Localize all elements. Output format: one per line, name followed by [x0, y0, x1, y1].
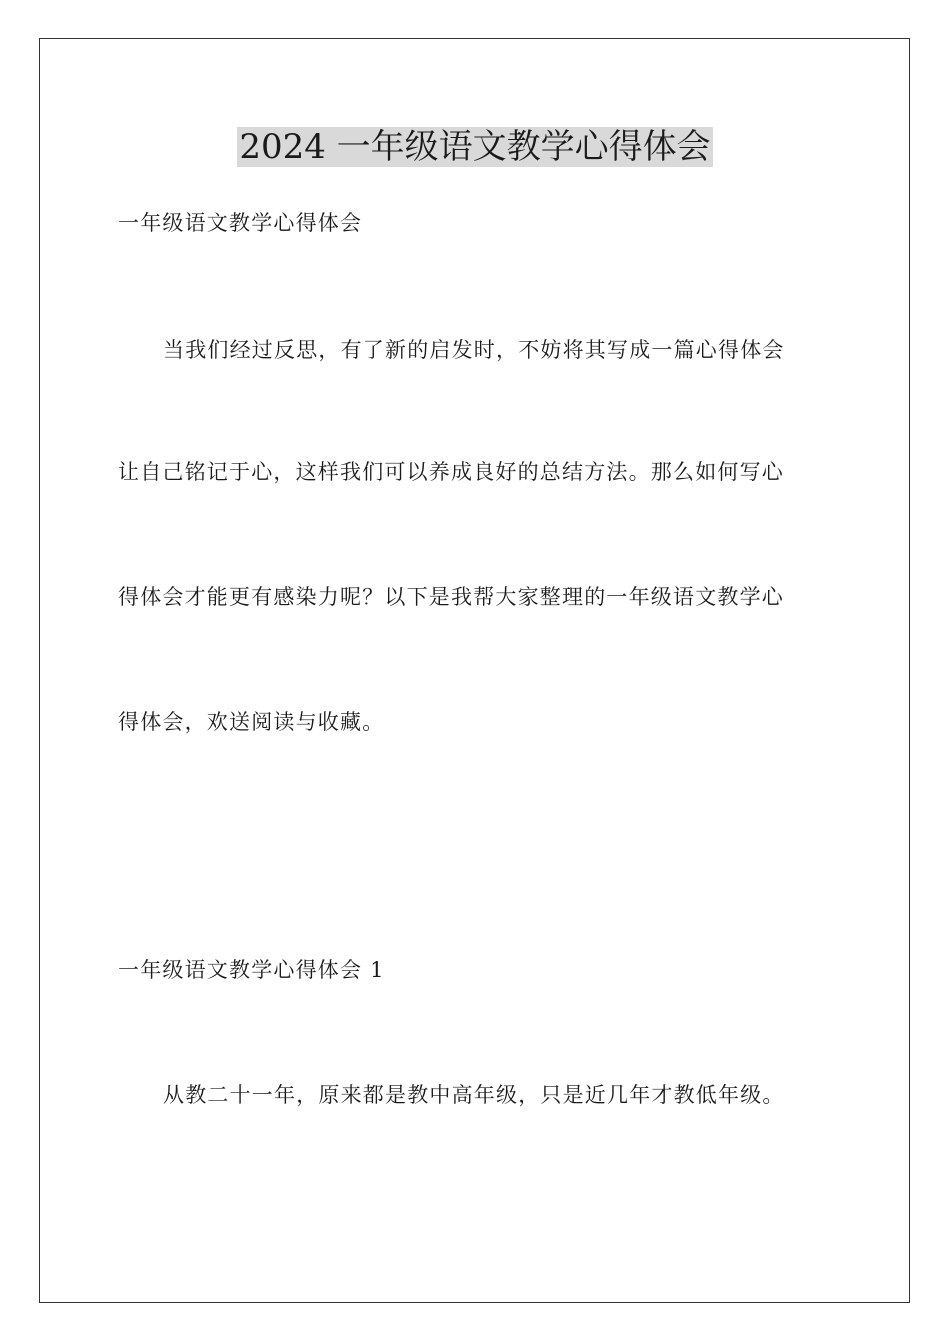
intro-line-3: 得体会才能更有感染力呢？以下是我帮大家整理的一年级语文教学心 — [118, 585, 784, 609]
intro-line-1: 当我们经过反思，有了新的启发时，不妨将其写成一篇心得体会 — [163, 338, 785, 362]
intro-line-4: 得体会，欢送阅读与收藏。 — [118, 710, 385, 734]
intro-line-2: 让自己铭记于心，这样我们可以养成良好的总结方法。那么如何写心 — [118, 460, 784, 484]
section-line-1: 从教二十一年，原来都是教中高年级，只是近几年才教低年级。 — [163, 1083, 785, 1107]
document-subtitle: 一年级语文教学心得体会 — [118, 211, 363, 235]
document-title-text: 2024 一年级语文教学心得体会 — [239, 127, 711, 167]
document-title — [0, 122, 950, 172]
section-heading: 一年级语文教学心得体会 1 — [118, 958, 385, 982]
